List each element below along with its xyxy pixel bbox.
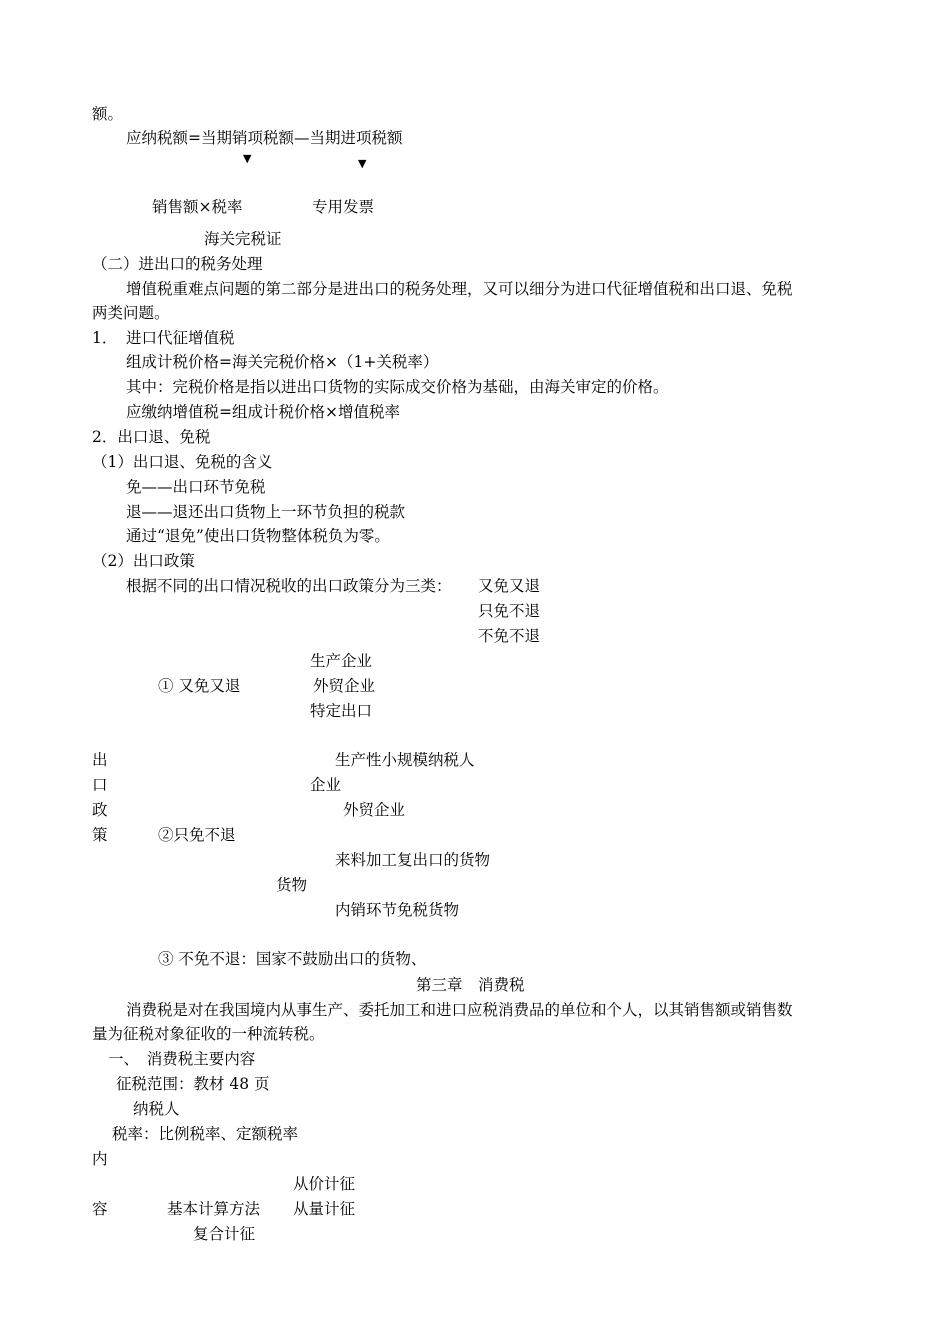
text-line: 特定出口 [310,702,373,720]
paragraph-line: 增值税重难点问题的第二部分是进出口的税务处理，又可以细分为进口代征增值税和出口退、免税 [126,280,793,298]
text-line: 出 [92,751,108,769]
subsection-heading: 进口代征增值税 [126,329,235,347]
text-line: 纳税人 [133,1100,180,1118]
text-line: 征税范围：教材 48 页 [116,1075,270,1093]
text-line: 内 [92,1150,108,1168]
text-line: 复合计征 [193,1225,256,1243]
text-line: （2）出口政策 [92,552,195,570]
text-line: ②只免不退 [158,826,236,844]
text-line: 口 [92,776,108,794]
text-line: 内销环节免税货物 [335,901,460,919]
text-line: 海关完税证 [204,230,282,248]
chapter-title: 第三章 消费税 [416,976,525,994]
text-line: 组成计税价格=海关完税价格×（1+关税率） [126,353,439,371]
text-line: 其中：完税价格是指以进出口货物的实际成交价格为基础，由海关审定的价格。 [126,378,669,396]
text-line: ① 又免又退 [158,677,241,695]
text-line: ③ 不免不退：国家不鼓励出口的货物、 [158,950,427,968]
down-triangle-icon: ▼ [243,152,252,165]
text-line: 专用发票 [312,198,375,216]
text-line: 免——出口环节免税 [126,478,266,496]
text-line: 企业 [310,776,342,794]
text-line: 策 [92,826,108,844]
text-line: 生产企业 [310,652,373,670]
text-line: 货物 [276,876,308,894]
text-line: 税率：比例税率、定额税率 [112,1125,299,1143]
text-line: 应缴纳增值税=组成计税价格×增值税率 [126,403,400,421]
paragraph-line: 两类问题。 [92,304,170,322]
section-heading: （二）进出口的税务处理 [92,255,263,273]
list-number: 1． [92,329,118,347]
text-line: 从量计征 [293,1200,356,1218]
text-line: 容 [92,1200,108,1218]
paragraph-line: 消费税是对在我国境内从事生产、委托加工和进口应税消费品的单位和个人，以其销售额或销售数 [126,1001,793,1019]
text-line: 通过“退免”使出口货物整体税负为零。 [126,527,390,545]
text-line: 不免不退 [478,627,541,645]
subsection-heading: 2．出口退、免税 [92,428,211,446]
text-line: 额。 [92,105,124,123]
text-line: 外贸企业 [313,677,376,695]
text-line: 退——退还出口货物上一环节负担的税款 [126,503,406,521]
section-heading: 一、 消费税主要内容 [108,1050,256,1068]
text-line: （1）出口退、免税的含义 [92,453,273,471]
formula-tax-payable: 应纳税额=当期销项税额—当期进项税额 [126,129,403,147]
text-line: 根据不同的出口情况税收的出口政策分为三类： [126,577,452,595]
text-line: 生产性小规模纳税人 [335,751,475,769]
text-line: 又免又退 [478,577,541,595]
text-line: 基本计算方法 [167,1200,261,1218]
down-triangle-icon: ▼ [358,157,367,170]
text-line: 政 [92,801,108,819]
text-line: 外贸企业 [343,801,406,819]
text-line: 只免不退 [478,602,541,620]
paragraph-line: 量为征税对象征收的一种流转税。 [92,1025,325,1043]
text-line: 销售额×税率 [152,198,243,216]
text-line: 来料加工复出口的货物 [335,851,491,869]
text-line: 从价计征 [293,1175,356,1193]
